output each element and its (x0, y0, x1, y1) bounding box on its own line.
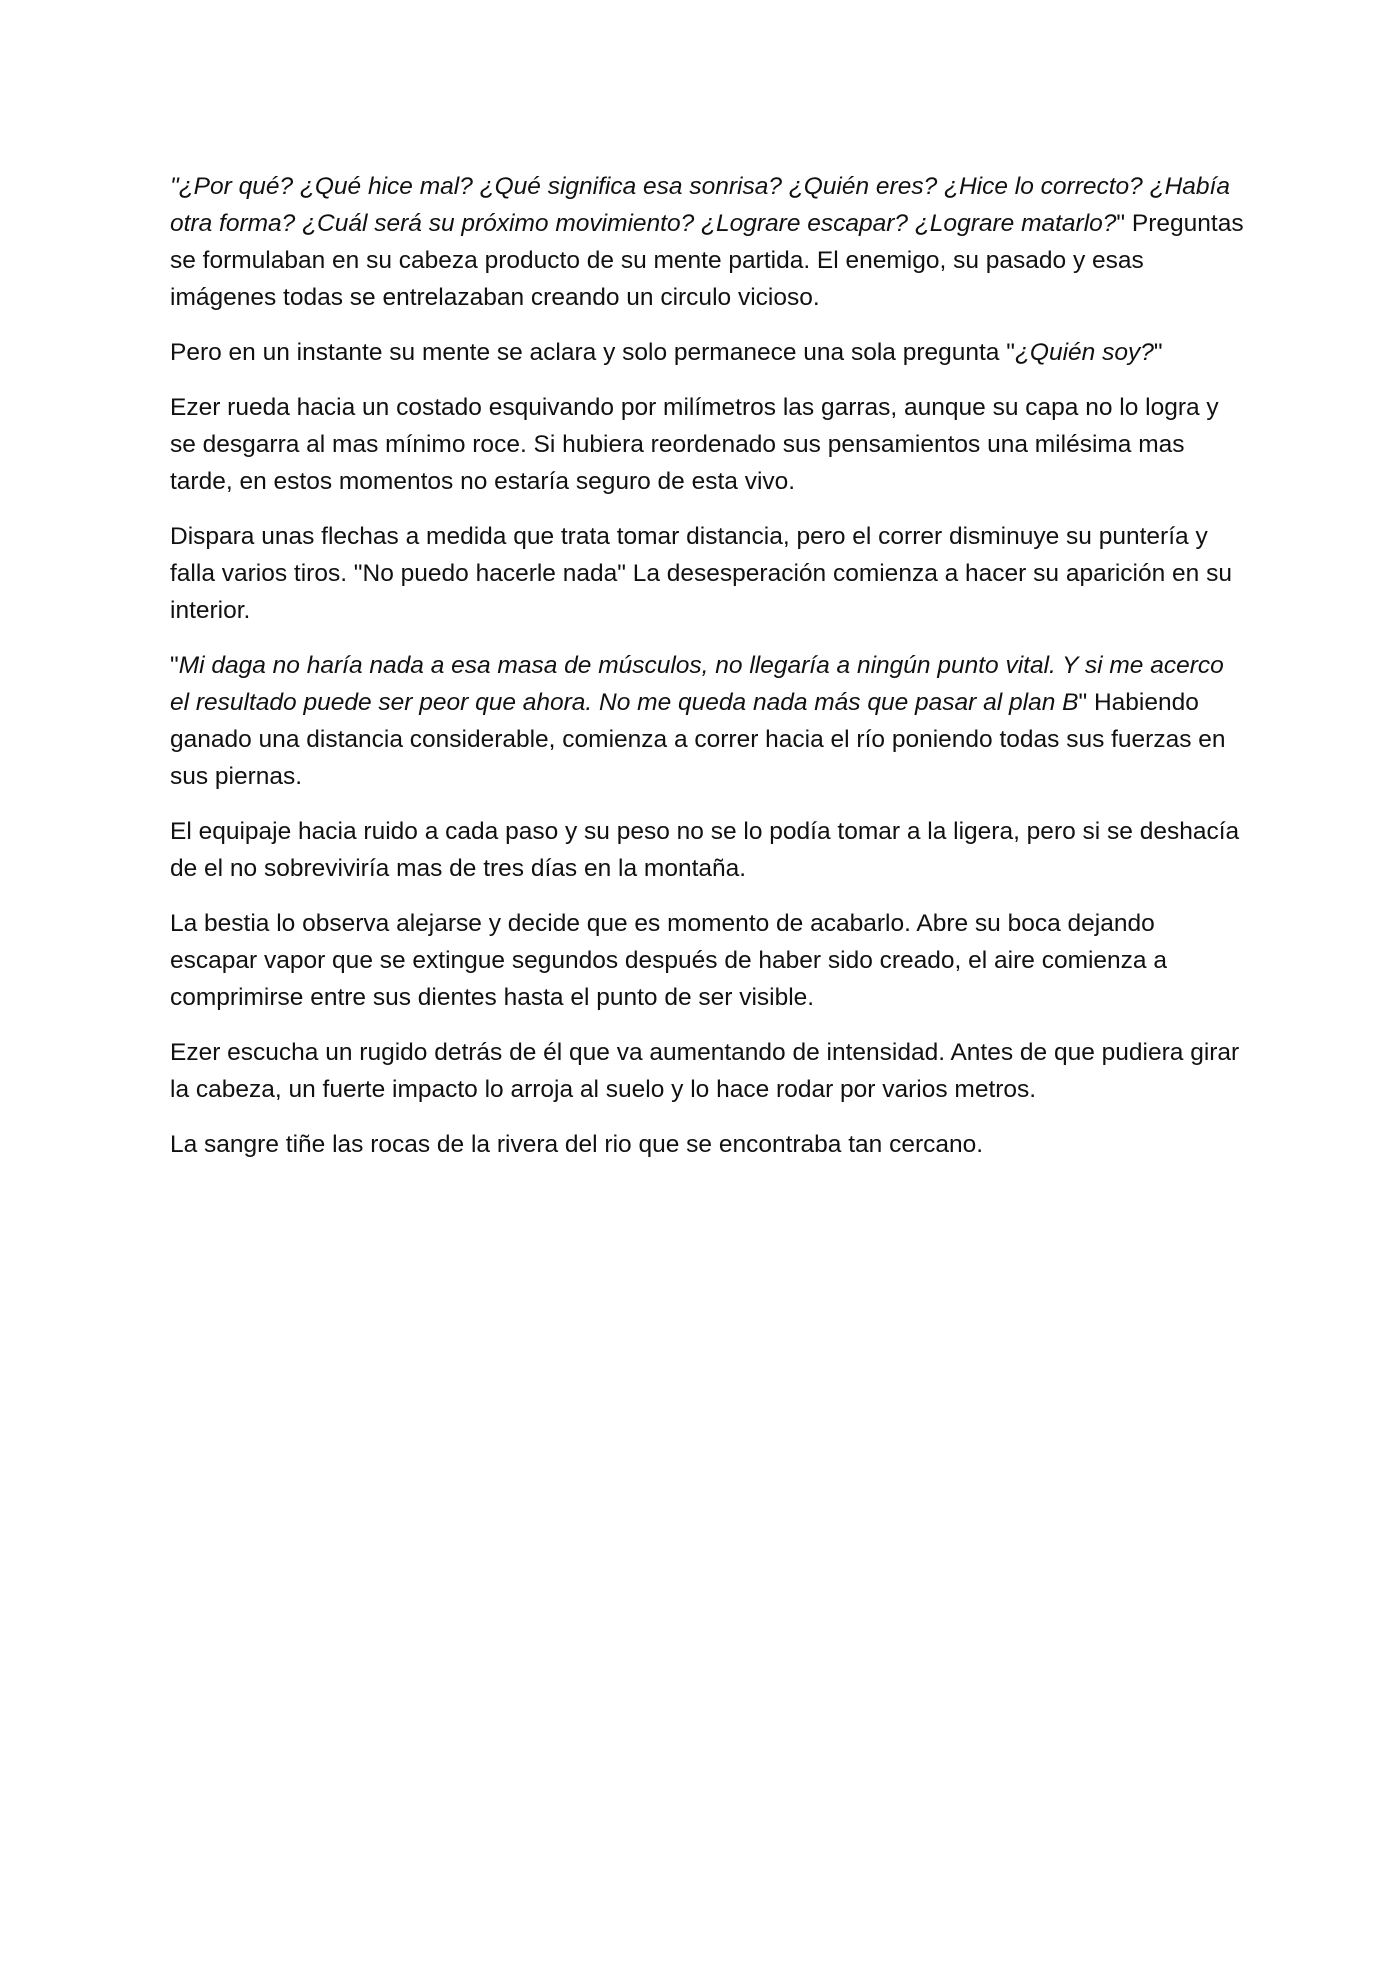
closing-quote-text: " (1153, 339, 1163, 366)
paragraph-5 (170, 647, 1245, 795)
document-body (170, 168, 1245, 1181)
inner-questions-text: "¿Por qué? ¿Qué hice mal? ¿Qué significa esa sonrisa? ¿Quién eres? ¿Hice lo correcto? ¿Había otra forma? ¿Cuál será su próximo movimiento? ¿Lograre escapar? ¿Lograre matarlo? (170, 173, 1230, 237)
narration-text: Ezer rueda hacia un costado esquivando por milímetros las garras, aunque su capa no lo logra y se desgarra al mas mínimo roce. Si hubiera reordenado sus pensamientos una milésima mas tarde, en estos momentos no estaría seguro de esta vivo. (170, 394, 1219, 495)
inner-thought-text: Mi daga no haría nada a esa masa de músculos, no llegaría a ningún punto vital. Y si me acerco el resultado puede ser peor que ahora. No me queda nada más que pasar al plan B (170, 652, 1224, 716)
inner-question-text: ¿Quién soy? (1014, 339, 1154, 366)
narration-text: " Habiendo ganado una distancia considerable, comienza a correr hacia el río poniendo todas sus fuerzas en sus piernas. (170, 689, 1226, 790)
paragraph-6 (170, 813, 1245, 887)
paragraph-2 (170, 334, 1245, 371)
paragraph-9 (170, 1126, 1245, 1163)
narration-text: " Preguntas se formulaban en su cabeza producto de su mente partida. El enemigo, su pasado y esas imágenes todas se entrelazaban creando un circulo vicioso. (170, 210, 1244, 311)
narration-text: Ezer escucha un rugido detrás de él que va aumentando de intensidad. Antes de que pudiera girar la cabeza, un fuerte impacto lo arroja al suelo y lo hace rodar por varios metros. (170, 1039, 1240, 1103)
paragraph-3 (170, 389, 1245, 500)
narration-text: La bestia lo observa alejarse y decide que es momento de acabarlo. Abre su boca dejando escapar vapor que se extingue segundos después de haber sido creado, el aire comienza a comprimirse entre sus dientes hasta el punto de ser visible. (170, 910, 1167, 1011)
opening-quote-text: " (170, 652, 179, 679)
narration-text: Pero en un instante su mente se aclara y solo permanece una sola pregunta " (170, 339, 1015, 366)
paragraph-7 (170, 905, 1245, 1016)
narration-text: La sangre tiñe las rocas de la rivera del rio que se encontraba tan cercano. (170, 1131, 984, 1158)
paragraph-1 (170, 168, 1245, 316)
paragraph-4 (170, 518, 1245, 629)
narration-text: El equipaje hacia ruido a cada paso y su peso no se lo podía tomar a la ligera, pero si se deshacía de el no sobreviviría mas de tres días en la montaña. (170, 818, 1240, 882)
narration-text: Dispara unas flechas a medida que trata tomar distancia, pero el correr disminuye su puntería y falla varios tiros. "No puedo hacerle nada" La desesperación comienza a hacer su aparición en su interior. (170, 523, 1232, 624)
paragraph-8 (170, 1034, 1245, 1108)
